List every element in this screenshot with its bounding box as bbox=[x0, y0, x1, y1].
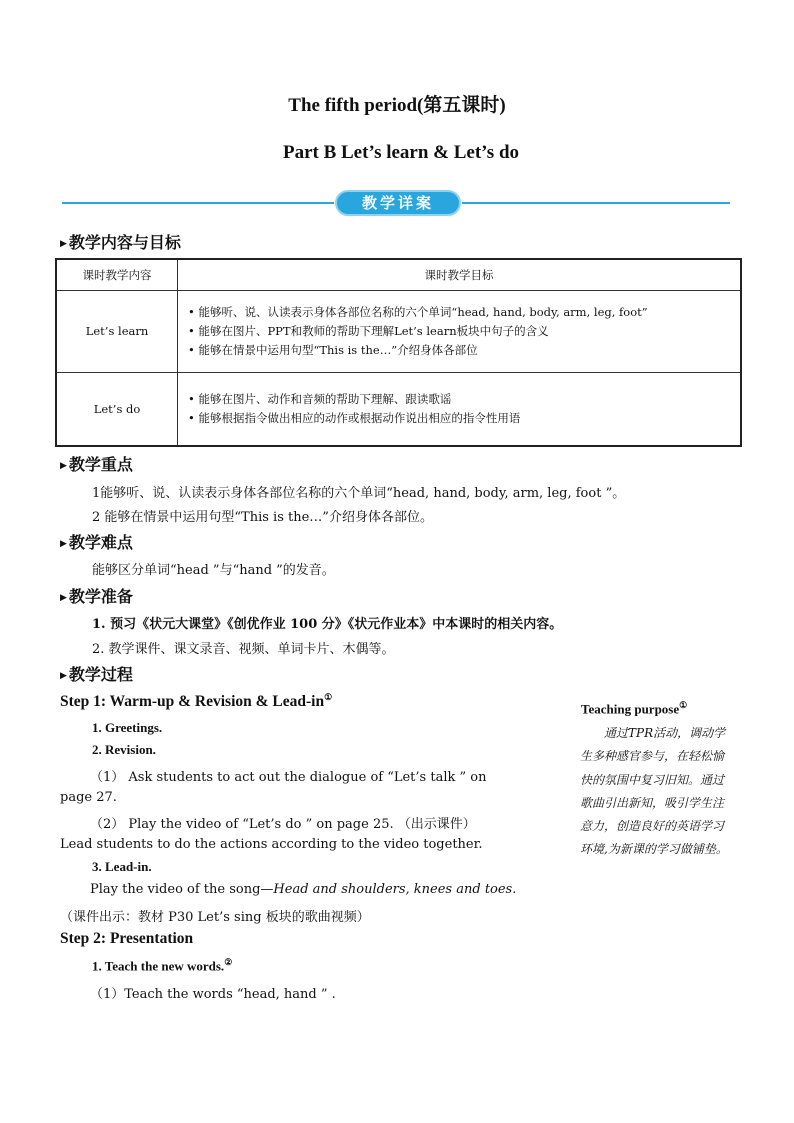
bullet-triangle-icon: ▶ bbox=[60, 593, 67, 603]
table-cell-goals bbox=[178, 290, 742, 372]
page-subtitle: Part B Let’s learn & Let’s do bbox=[282, 142, 520, 163]
step1-title: Step 1: Warm-up & Revision & Lead-in① bbox=[60, 692, 333, 711]
sidebar-line: 环境,为新课的学习做铺垫。 bbox=[580, 842, 728, 857]
section-heading-goals: ▶ 教学内容与目标 bbox=[60, 233, 181, 252]
table-header-row bbox=[56, 259, 741, 290]
step2-title: Step 2: Presentation bbox=[60, 930, 194, 947]
table-header-goals: 课时教学目标 bbox=[178, 259, 742, 290]
step1-revision-line: page 27. bbox=[60, 790, 117, 805]
section-heading-process: ▶ 教学过程 bbox=[60, 665, 133, 684]
table-cell-content: Let’s do bbox=[56, 372, 178, 446]
page-title: The fifth period(第五课时) bbox=[288, 95, 506, 116]
sidebar-line: 生多种感官参与，在轻松愉 bbox=[580, 749, 725, 764]
step1-revision-line: Lead students to do the actions according to the video together. bbox=[60, 837, 483, 852]
step1-leadin: 3. Lead-in. bbox=[92, 859, 152, 874]
step1-revision-line: （1） Ask students to act out the dialogue of “Let’s talk ” on bbox=[90, 770, 487, 785]
table-row bbox=[56, 372, 741, 446]
banner-label: 教学详案 bbox=[361, 194, 434, 212]
sidebar-body bbox=[580, 722, 750, 862]
sidebar-line: 快的氛围中复习旧知。通过 bbox=[580, 772, 725, 787]
sidebar-line: 歌曲引出新知，吸引学生注 bbox=[580, 795, 725, 810]
banner-line-right bbox=[462, 202, 730, 204]
goal-item: • 能够在情景中运用句型“This is the…”介绍身体各部位 bbox=[188, 342, 478, 357]
section-heading-preparation: ▶ 教学准备 bbox=[60, 587, 133, 606]
step1-leadin-line: Play the video of the song—Head and shoulders, knees and toes. bbox=[90, 882, 517, 897]
banner-line-left bbox=[62, 202, 334, 204]
goal-item: • 能够在图片、动作和音频的帮助下理解、跟读歌谣 bbox=[188, 391, 452, 406]
bullet-triangle-icon: ▶ bbox=[60, 539, 67, 549]
section-heading-difficulties: ▶ 教学难点 bbox=[60, 533, 133, 552]
sidebar-line: 通过TPR活动，调动学 bbox=[604, 726, 726, 740]
bullet-triangle-icon: ▶ bbox=[60, 239, 67, 249]
footnote-marker: ① bbox=[679, 700, 688, 710]
preparation-item: 2. 教学课件、课文录音、视频、单词卡片、木偶等。 bbox=[92, 642, 395, 657]
section-banner bbox=[62, 190, 730, 216]
goals-table bbox=[55, 258, 742, 447]
table-header-content: 课时教学内容 bbox=[56, 259, 178, 290]
step1-greetings: 1. Greetings. bbox=[92, 720, 163, 735]
key-point-item: 1能够听、说、认读表示身体各部位名称的六个单词“head, hand, body, arm, leg, foot ”。 bbox=[92, 486, 626, 501]
difficulty-text: 能够区分单词“head ”与“hand ”的发音。 bbox=[92, 563, 335, 578]
step1-revision: 2. Revision. bbox=[92, 742, 156, 757]
song-title: Head and shoulders, knees and toes. bbox=[273, 882, 517, 897]
goal-item: • 能够在图片、PPT和教师的帮助下理解Let’s learn板块中句子的含义 bbox=[188, 323, 549, 338]
table-row bbox=[56, 290, 741, 372]
step2-teach-line: （1）Teach the words “head, hand ” . bbox=[90, 987, 336, 1002]
step1-leadin-line: （课件出示：教材 P30 Let’s sing 板块的歌曲视频） bbox=[60, 910, 370, 925]
step1-revision-line: （2） Play the video of “Let’s do ” on page 25. （出示课件） bbox=[90, 817, 476, 832]
preparation-item: 1. 预习《状元大课堂》《创优作业 100 分》《状元作业本》中本课时的相关内容。 bbox=[92, 617, 563, 632]
sidebar-title: Teaching purpose① bbox=[581, 700, 688, 717]
goal-item: • 能够根据指令做出相应的动作或根据动作说出相应的指令性用语 bbox=[188, 410, 521, 425]
bullet-triangle-icon: ▶ bbox=[60, 671, 67, 681]
step2-teach: 1. Teach the new words.② bbox=[92, 957, 233, 974]
key-point-item: 2 能够在情景中运用句型“This is the…”介绍身体各部位。 bbox=[92, 510, 433, 525]
bullet-triangle-icon: ▶ bbox=[60, 461, 67, 471]
table-cell-content: Let’s learn bbox=[56, 290, 178, 372]
goal-item: • 能够听、说、认读表示身体各部位名称的六个单词“head, hand, body, arm, leg, foot” bbox=[188, 304, 648, 319]
section-heading-key-points: ▶ 教学重点 bbox=[60, 455, 133, 474]
sidebar-line: 意力，创造良好的英语学习 bbox=[580, 819, 725, 834]
footnote-marker: ② bbox=[224, 957, 233, 967]
footnote-marker: ① bbox=[324, 692, 333, 702]
table-cell-goals bbox=[178, 372, 742, 446]
